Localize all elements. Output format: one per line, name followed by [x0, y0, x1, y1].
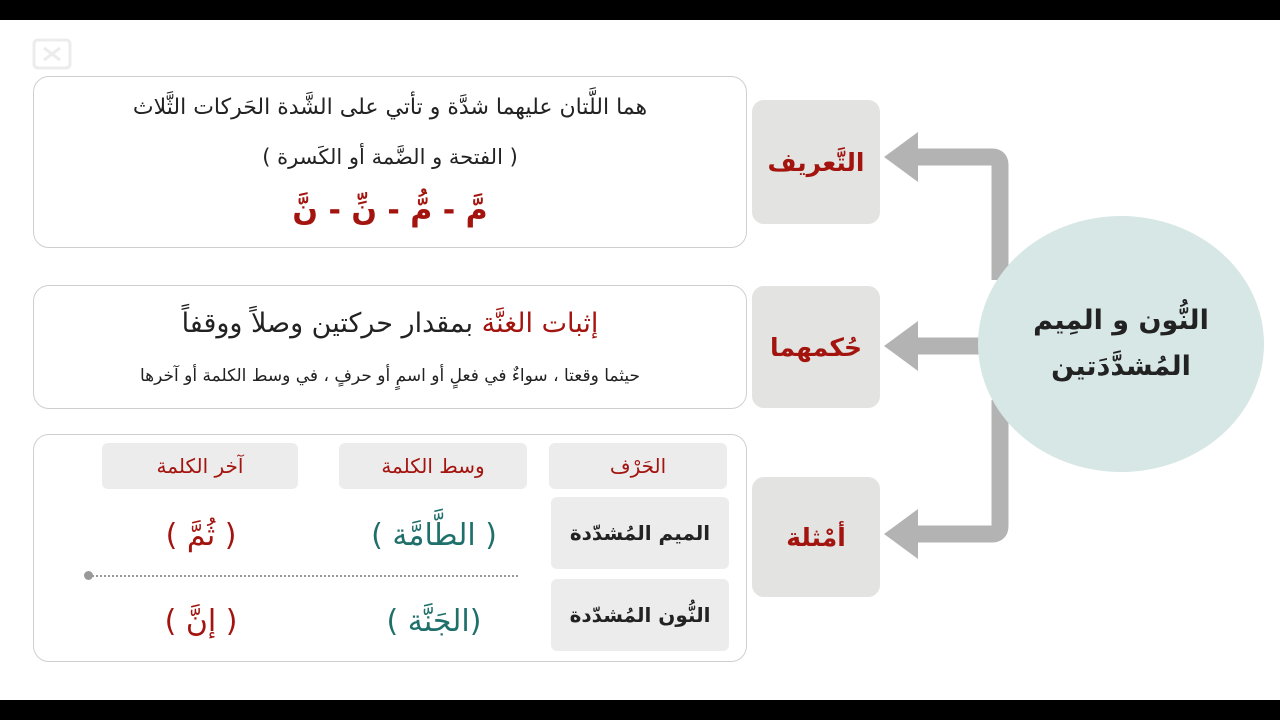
topic-circle [978, 216, 1264, 472]
header-middle: وسط الكلمة [339, 443, 527, 489]
arrow-to-definition [915, 157, 1000, 280]
row-nun-letter: النُّون المُشدّدة [551, 579, 729, 651]
arrowhead-definition [884, 132, 918, 182]
examples-label-text: أمْثلة [786, 522, 846, 552]
arrowhead-ruling [884, 321, 918, 371]
definition-label-text: التَّعريف [767, 147, 865, 177]
topic-title-line2: المُشدَّدَتين [1051, 351, 1191, 382]
topic-title-line1: النُّون و المِيم [1033, 305, 1209, 337]
header-letter: الحَرْف [549, 443, 727, 489]
row-divider [88, 575, 518, 577]
definition-line1: هما اللَّتان عليهما شدَّة و تأتي على الشَّدة الحَركات الثَّلاث [132, 95, 648, 120]
definition-label [752, 100, 880, 224]
arrowhead-examples [884, 509, 918, 559]
ruling-line1-rest: بمقدار حركتين وصلاً ووقفاً [181, 308, 482, 339]
ruling-highlight: إثبات الغنَّة [481, 308, 599, 339]
ruling-line2: حيثما وقعتا ، سواءٌ في فعلٍ أو اسمٍ أو حرفٍ ، في وسط الكلمة أو آخرها [140, 366, 640, 386]
ruling-label [752, 286, 880, 408]
row-divider-dot [84, 571, 93, 580]
header-end: آخر الكلمة [102, 443, 298, 489]
examples-label [752, 477, 880, 597]
row-mim-letter: الميم المُشدّدة [551, 497, 729, 569]
row-mim-end: ( ثُمَّ ) [165, 517, 237, 553]
definition-letters: مَّ - مُّ - نِّ - نَّ [292, 193, 488, 228]
arrow-to-examples [915, 400, 1000, 534]
row-nun-middle: (الجَنَّة ) [386, 603, 482, 639]
ruling-panel [33, 285, 747, 409]
row-mim-middle: ( الطَّامَّة ) [371, 517, 497, 553]
definition-line2: ( الفتحة و الضَّمة أو الكَسرة ) [262, 145, 518, 169]
row-nun-end: ( إنَّ ) [164, 603, 238, 639]
definition-panel [33, 76, 747, 248]
slide-canvas [0, 20, 1280, 700]
ruling-label-text: حُكمهما [770, 332, 862, 362]
ruling-line1 [34, 308, 746, 339]
examples-panel [33, 434, 747, 662]
